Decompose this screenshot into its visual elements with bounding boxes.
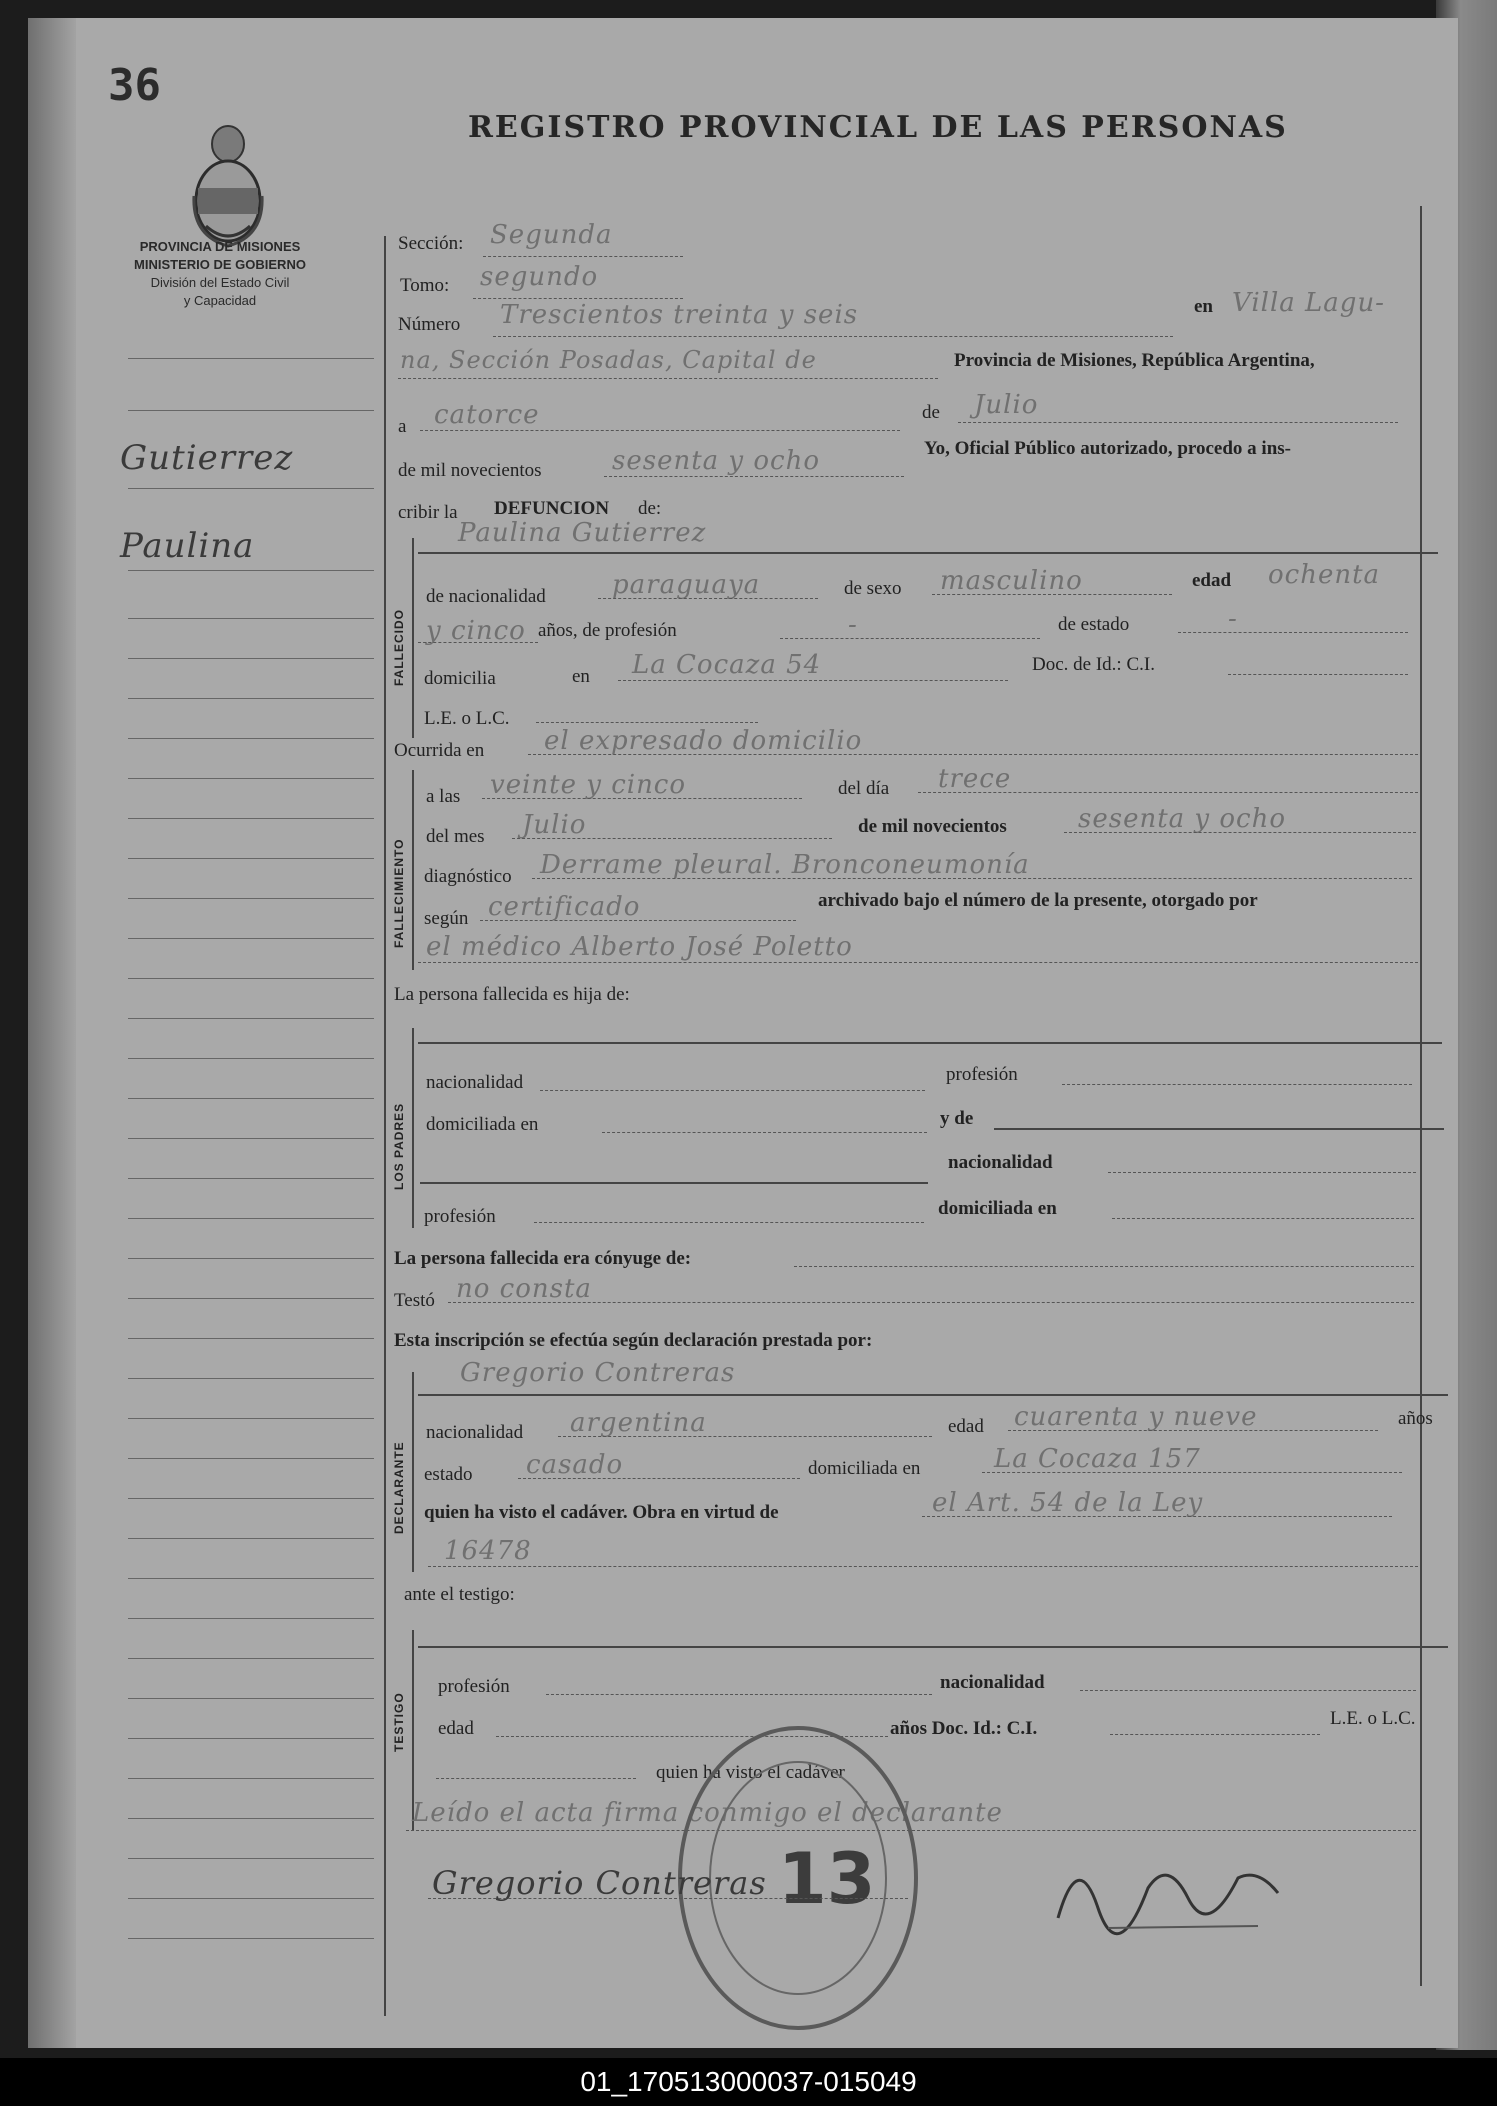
label-cribir: cribir la (398, 502, 458, 523)
value-medico: el médico Alberto José Poletto (426, 932, 853, 962)
value-diagnostico: Derrame pleural. Bronconeumonía (540, 850, 1030, 880)
label-de-mil: de mil novecientos (398, 460, 542, 481)
label-segun: según (424, 908, 469, 929)
value-segun: certificado (488, 892, 641, 922)
label-de-colon: de: (638, 498, 662, 519)
svg-text:13: 13 (778, 1838, 876, 1920)
label-padre-nacionalidad: nacionalidad (426, 1072, 524, 1093)
side-label-fallecimiento: FALLECIMIENTO (392, 838, 406, 948)
label-ante-testigo: ante el testigo: (404, 1584, 515, 1605)
label-de-estado: de estado (1058, 614, 1130, 635)
ministry-header (90, 238, 350, 310)
value-closing: Leído el acta firma conmigo el declarante (412, 1798, 1003, 1828)
label-padre-domiciliada: domiciliada en (426, 1114, 539, 1135)
label-provincia: Provincia de Misiones, República Argentina, (954, 350, 1315, 371)
value-nacionalidad: paraguaya (612, 570, 761, 600)
value-decl-domicilio: La Cocaza 157 (994, 1444, 1201, 1474)
label-de-sexo: de sexo (844, 578, 902, 599)
label-en: en (1194, 296, 1213, 317)
label-defuncion: DEFUNCION (494, 498, 610, 519)
value-obra-virtud: el Art. 54 de la Ley (932, 1488, 1204, 1518)
ministry-line-1: PROVINCIA DE MISIONES (139, 239, 301, 254)
label-le-lc: L.E. o L.C. (424, 708, 510, 729)
value-edad: ochenta (1268, 560, 1381, 590)
ministry-line-4: y Capacidad (183, 293, 257, 308)
label-ocurrida: Ocurrida en (394, 740, 485, 761)
label-numero: Número (398, 314, 461, 335)
label-anos-profesion: años, de profesión (538, 620, 677, 641)
value-testo: no consta (456, 1274, 592, 1304)
value-mes: Julio (522, 810, 587, 840)
margin-surname: Gutierrez (120, 438, 294, 478)
value-edad-cont: y cinco (426, 616, 526, 646)
label-a: a (398, 416, 407, 437)
value-decl-estado: casado (526, 1450, 624, 1480)
label-yo-oficial: Yo, Oficial Público autorizado, procedo a ins- (924, 438, 1291, 459)
value-ocurrida: el expresado domicilio (544, 726, 863, 756)
label-de-mil-2: de mil novecientos (858, 816, 1007, 837)
label-decl-domiciliada: domiciliada en (808, 1458, 921, 1479)
label-diagnostico: diagnóstico (424, 866, 512, 887)
label-de-nacionalidad: de nacionalidad (426, 586, 546, 607)
value-domicilio: La Cocaza 54 (632, 650, 822, 680)
value-place-cont: na, Sección Posadas, Capital de (400, 346, 817, 374)
label-madre-profesion: profesión (424, 1206, 496, 1227)
label-de: de (922, 402, 940, 423)
page-number: 36 (108, 60, 161, 111)
label-testigo-edad: edad (438, 1718, 474, 1739)
value-numero: Trescientos treinta y seis (500, 300, 859, 330)
value-anio: sesenta y ocho (1078, 804, 1286, 834)
document-title: REGISTRO PROVINCIAL DE LAS PERSONAS (468, 110, 1288, 145)
side-label-padres: LOS PADRES (392, 1102, 406, 1190)
label-edad: edad (1192, 570, 1232, 591)
value-decl-edad: cuarenta y nueve (1014, 1402, 1258, 1432)
label-decl-nacionalidad: nacionalidad (426, 1422, 524, 1443)
side-label-testigo: TESTIGO (392, 1692, 406, 1752)
label-seccion: Sección: (398, 233, 464, 254)
image-caption: 01_170513000037-015049 (0, 2058, 1497, 2106)
label-del-dia: del día (838, 778, 890, 799)
label-testigo-nacionalidad: nacionalidad (940, 1672, 1045, 1693)
value-en-place: Villa Lagu- (1232, 288, 1385, 318)
label-archivado: archivado bajo el número de la presente, otorgado por (818, 890, 1258, 911)
ministry-line-3: División del Estado Civil (150, 275, 290, 290)
value-estado: - (1228, 604, 1238, 634)
value-ley-num: 16478 (444, 1536, 532, 1566)
declarant-signature: Gregorio Contreras (432, 1864, 767, 1902)
label-decl-anos: años (1398, 1408, 1433, 1429)
label-del-mes: del mes (426, 826, 485, 847)
margin-given-name: Paulina (120, 526, 255, 566)
value-tomo: segundo (480, 262, 599, 292)
value-profesion: - (848, 610, 858, 640)
value-a-day: catorce (434, 400, 540, 430)
label-tomo: Tomo: (400, 275, 450, 296)
label-conyuge: La persona fallecida era cónyuge de: (394, 1248, 692, 1269)
side-label-declarante: DECLARANTE (392, 1441, 406, 1534)
register-page (28, 18, 1458, 2048)
label-madre-nacionalidad: nacionalidad (948, 1152, 1053, 1173)
value-year: sesenta y ocho (612, 446, 820, 476)
value-a-las: veinte y cinco (490, 770, 687, 800)
label-testigo-anos-doc: años Doc. Id.: C.I. (890, 1718, 1038, 1739)
label-domiciliado: domicilia (424, 668, 496, 689)
label-madre-domiciliada: domiciliada en (938, 1198, 1057, 1219)
label-hija-de: La persona fallecida es hija de: (394, 984, 630, 1005)
label-testigo-quien-visto: quien ha visto el cadáver (656, 1762, 845, 1783)
label-testo: Testó (394, 1290, 435, 1311)
value-seccion: Segunda (490, 220, 613, 250)
label-doc-id: Doc. de Id.: C.I. (1032, 654, 1155, 675)
label-decl-edad: edad (948, 1416, 984, 1437)
value-decl-nacionalidad: argentina (570, 1408, 707, 1438)
label-padre-profesion: profesión (946, 1064, 1018, 1085)
label-inscripcion: Esta inscripción se efectúa según declaración prestada por: (394, 1330, 873, 1351)
value-de-month: Julio (974, 390, 1039, 420)
label-testigo-profesion: profesión (438, 1676, 510, 1697)
label-decl-estado: estado (424, 1464, 473, 1485)
label-a-las: a las (426, 786, 461, 807)
value-sexo: masculino (940, 566, 1083, 596)
value-declarante-name: Gregorio Contreras (460, 1358, 736, 1388)
value-dia: trece (938, 764, 1012, 794)
coat-of-arms-icon (188, 116, 268, 256)
value-deceased-name: Paulina Gutierrez (458, 518, 707, 548)
label-en-domicilio: en (572, 666, 590, 687)
label-quien-visto: quien ha visto el cadáver. Obra en virtud de (424, 1502, 779, 1523)
side-label-fallecido: FALLECIDO (392, 609, 406, 686)
officer-signature-icon (1038, 1838, 1298, 1948)
label-testigo-le-lc: L.E. o L.C. (1330, 1708, 1416, 1729)
ministry-line-2: MINISTERIO DE GOBIERNO (134, 257, 306, 272)
label-y-de: y de (940, 1108, 974, 1129)
